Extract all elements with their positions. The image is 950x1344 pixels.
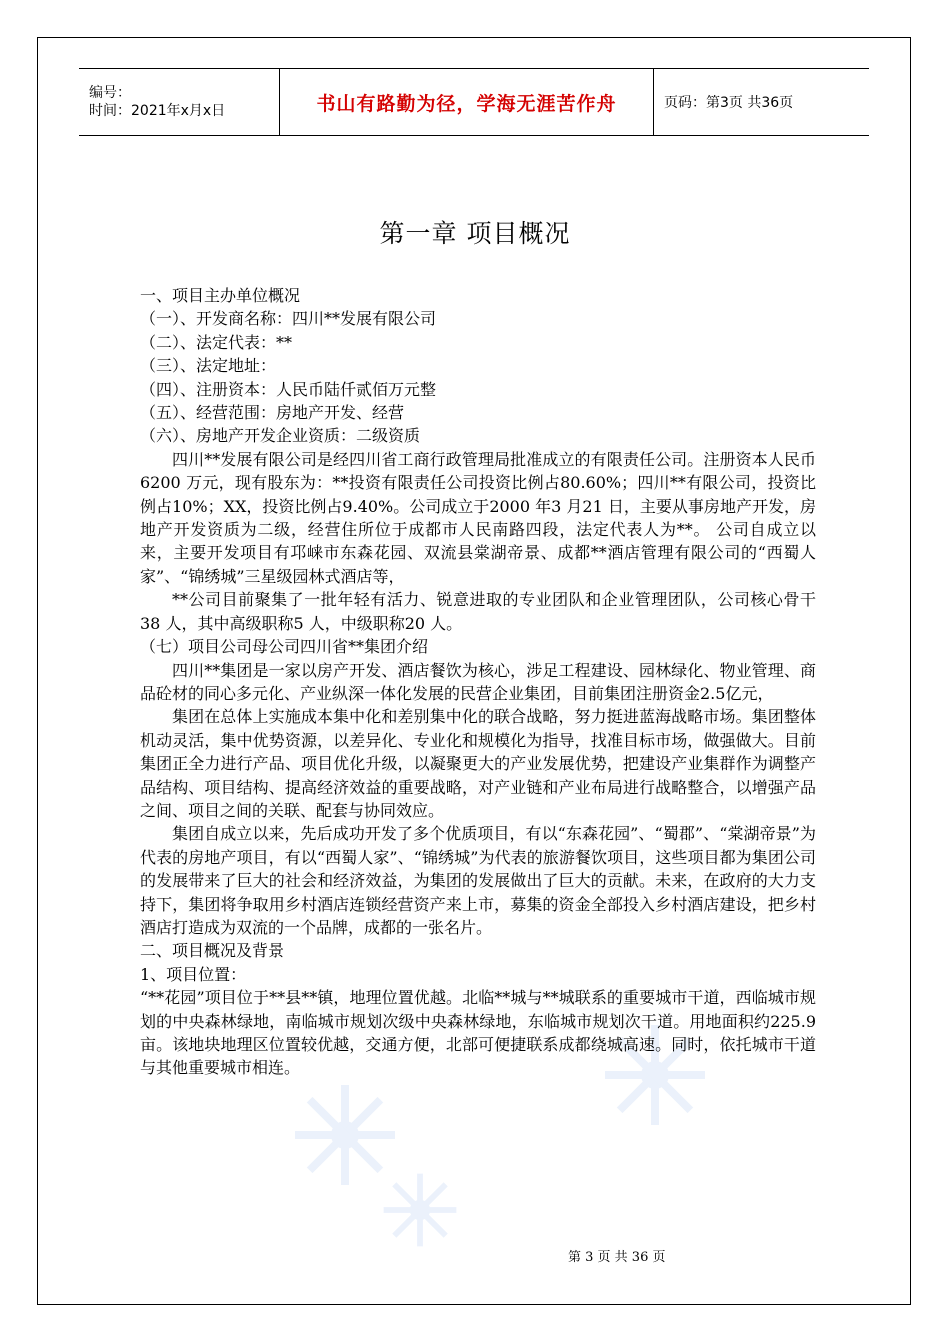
document-date: 时间：2021年x月x日 xyxy=(89,103,226,119)
body-paragraph: **公司目前聚集了一批年轻有活力、锐意进取的专业团队和企业管理团队，公司核心骨干38 人，其中高级职称5 人，中级职称20 人。 xyxy=(140,590,816,633)
body-paragraph: 集团在总体上实施成本集中化和差别集中化的联合战略，努力挺进蓝海战略市场。集团整体机动灵活，集中优势资源，以差异化、专业化和规模化为指导，找准目标市场，做强做大。目前集团正全力进行产品、项目优化升级，以凝聚更大的产业发展优势，把建设产业集群作为调整产品结构、项目结构、提高经济效益的重要战略，对产业链和产业布局进行战略整合，以增强产品之间、项目之间的关联、配套与协同效应。 xyxy=(140,707,816,820)
header-page-cell xyxy=(654,69,869,135)
body-paragraph: 四川**集团是一家以房产开发、酒店餐饮为核心，涉足工程建设、园林绿化、物业管理、商品砼材的同心多元化、产业纵深一体化发展的民营企业集团，目前集团注册资金2.5亿元， xyxy=(140,660,816,703)
document-body xyxy=(140,284,816,1080)
header-motto: 书山有路勤为径，学海无涯苦作舟 xyxy=(316,92,617,115)
body-paragraph: （四）、注册资本：人民币陆仟贰佰万元整 xyxy=(140,379,437,399)
chapter-title: 第一章 项目概况 xyxy=(379,219,571,248)
header-page-number: 页码：第3页 共36页 xyxy=(664,95,794,111)
body-paragraph: （六）、房地产开发企业资质：二级资质 xyxy=(140,426,421,446)
header-motto-cell xyxy=(280,69,654,135)
body-paragraph: 四川**发展有限公司是经四川省工商行政管理局批准成立的有限责任公司。注册资本人民币6200 万元，现有股东为：**投资有限责任公司投资比例占80.60%；四川**有限公司，投资比例占10%；XX，投资比例占9.40%。公司成立于2000 年3 月21 日，主要从事房地产开发，房地产开发资质为二级，经营住所位于成都市人民南路四段，法定代表人为**。 公司自成立以来，主要开发项目有邛崃市东森花园、双流县棠湖帝景、成都**酒店管理有限公司的“西蜀人家”、“锦绣城”三星级园林式酒店等， xyxy=(140,449,816,586)
body-paragraph: 1、项目位置： xyxy=(140,964,247,984)
body-paragraph: （七）项目公司母公司四川省**集团介绍 xyxy=(140,637,429,657)
body-paragraph: 集团自成立以来，先后成功开发了多个优质项目，有以“东森花园”、“蜀郡”、“棠湖帝景”为代表的房地产项目，有以“西蜀人家”、“锦绣城”为代表的旅游餐饮项目，这些项目都为集团公司的发展带来了巨大的社会和经济效益，为集团的发展做出了巨大的贡献。未来，在政府的大力支持下，集团将争取用乡村酒店连锁经营资产来上市，募集的资金全部投入乡村酒店建设，把乡村酒店打造成为双流的一个品牌，成都的一张名片。 xyxy=(140,824,816,937)
body-paragraph: 一、项目主办单位概况 xyxy=(140,286,301,305)
body-paragraph: “**花园”项目位于**县**镇，地理位置优越。北临**城与**城联系的重要城市干道，西临城市规划的中央森林绿地，南临城市规划次级中央森林绿地，东临城市规划次干道。用地面积约225.9亩。该地块地理区位置较优越，交通方便，北部可便捷联系成都绕城高速。同时，依托城市干道与其他重要城市相连。 xyxy=(140,988,816,1078)
watermark-snowflake-icon xyxy=(380,1170,460,1250)
body-paragraph: （三）、法定地址： xyxy=(140,356,277,376)
header-meta xyxy=(79,69,280,135)
body-paragraph: 二、项目概况及背景 xyxy=(140,941,285,961)
page-footer: 第 3 页 共 36 页 xyxy=(568,1250,666,1265)
page-header xyxy=(79,68,869,136)
body-paragraph: （二）、法定代表：** xyxy=(140,332,293,352)
document-number: 编号： xyxy=(89,85,131,101)
body-paragraph: （一）、开发商名称：四川**发展有限公司 xyxy=(140,309,437,329)
body-paragraph: （五）、经营范围：房地产开发、经营 xyxy=(140,403,405,423)
